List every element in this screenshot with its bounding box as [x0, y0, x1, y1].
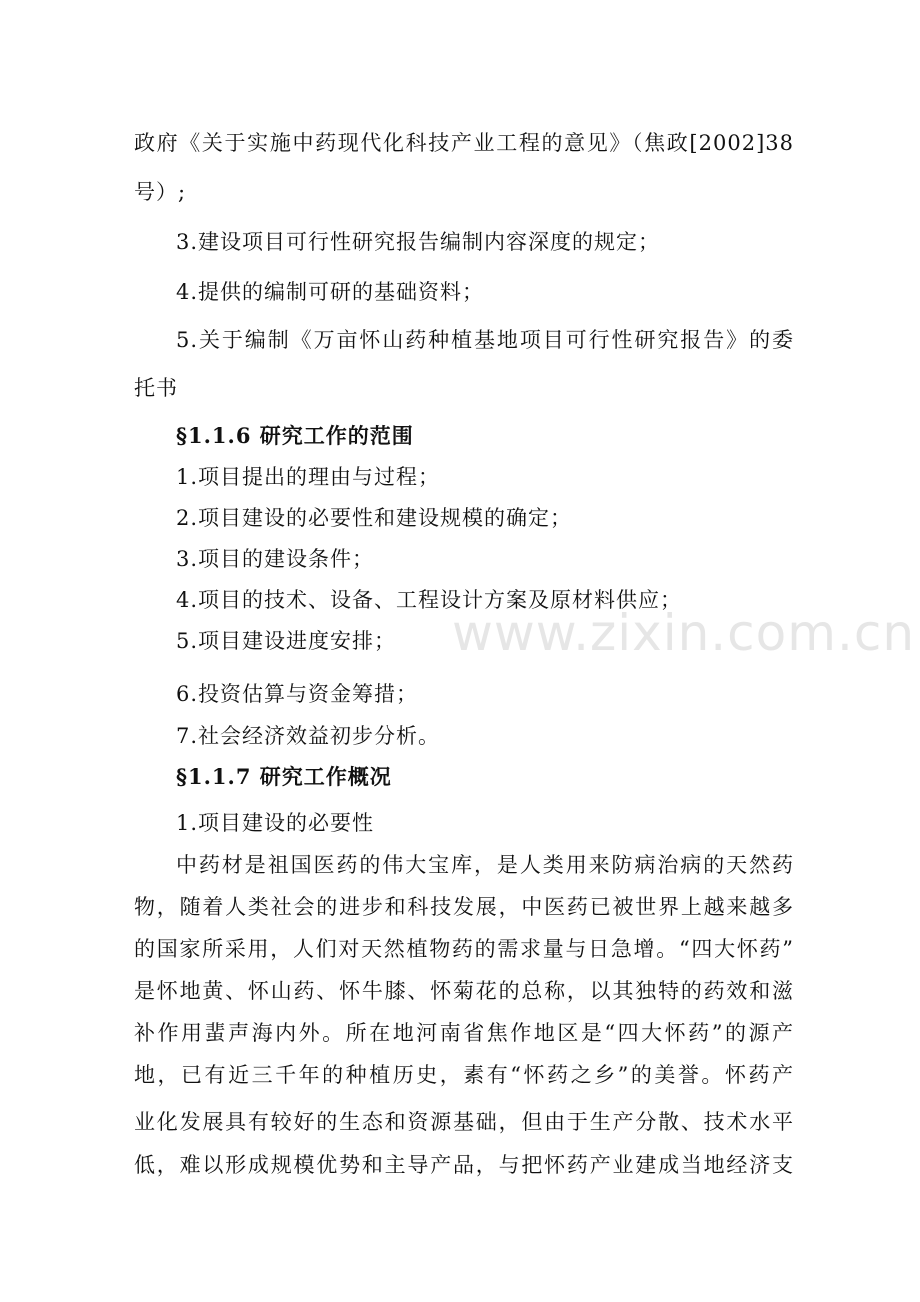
- paragraph-line: 低，难以形成规模优势和主导产品，与把怀药产业建成当地经济支: [134, 1153, 794, 1177]
- list-item: 5.项目建设进度安排；: [176, 629, 397, 653]
- list-item: 7.社会经济效益初步分析。: [176, 724, 441, 748]
- list-item: 5.关于编制《万亩怀山药种植基地项目可行性研究报告》的委: [176, 328, 794, 352]
- paragraph-line: 是怀地黄、怀山药、怀牛膝、怀菊花的总称，以其独特的药效和滋: [134, 979, 794, 1003]
- paragraph-line: 地，已有近三千年的种植历史，素有“怀药之乡”的美誉。怀药产: [134, 1063, 794, 1087]
- list-item: 3.项目的建设条件；: [176, 547, 375, 571]
- text-line: 托书: [134, 376, 178, 400]
- section-heading: §1.1.6 研究工作的范围: [176, 423, 414, 448]
- paragraph-line: 业化发展具有较好的生态和资源基础，但由于生产分散、技术水平: [134, 1110, 794, 1134]
- paragraph-line: 物，随着人类社会的进步和科技发展，中医药已被世界上越来越多: [134, 895, 794, 919]
- paragraph-line: 中药材是祖国医药的伟大宝库，是人类用来防病治病的天然药: [176, 853, 794, 877]
- text-line: 号）;: [134, 180, 187, 204]
- section-heading: §1.1.7 研究工作概况: [176, 764, 392, 789]
- list-item: 2.项目建设的必要性和建设规模的确定；: [176, 506, 573, 530]
- paragraph-line: 补作用蜚声海内外。所在地河南省焦作地区是“四大怀药”的源产: [134, 1021, 794, 1045]
- list-item: 4.提供的编制可研的基础资料；: [176, 280, 485, 304]
- watermark: www.zixin.com.cn: [452, 604, 916, 662]
- list-item: 1.项目提出的理由与过程；: [176, 465, 441, 489]
- paragraph-line: 的国家所采用，人们对天然植物药的需求量与日急增。“四大怀药”: [134, 937, 794, 961]
- text-line: 政府《关于实施中药现代化科技产业工程的意见》（焦政[2002]38: [134, 131, 794, 155]
- subsection-title: 1.项目建设的必要性: [176, 811, 375, 835]
- list-item: 4.项目的技术、设备、工程设计方案及原材料供应；: [176, 588, 683, 612]
- list-item: 6.投资估算与资金筹措；: [176, 682, 419, 706]
- list-item: 3.建设项目可行性研究报告编制内容深度的规定；: [176, 230, 661, 254]
